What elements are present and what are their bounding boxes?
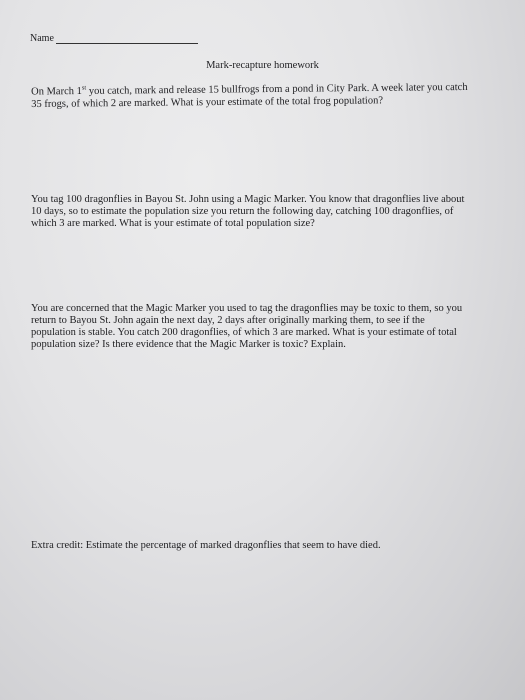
name-blank-line <box>56 34 198 44</box>
name-label: Name <box>30 33 54 44</box>
question-1-text-end: you catch, mark and release 15 bullfrogs from a pond in City Park. A week later you catch 35 frogs, of which 2 are marked. What is your estimate of the total frog population? <box>31 81 468 110</box>
worksheet-title: Mark-recapture homework <box>206 60 319 71</box>
name-field <box>30 33 198 44</box>
question-3: You are concerned that the Magic Marker you used to tag the dragonflies may be toxic to them, so you return to Bayou St. John again the next day, 2 days after originally marking them, to see if the population is stable. You catch 200 dragonflies, of which 3 are marked. What is your estimate of total population size? Is there evidence that the Magic Marker is toxic? Explain. <box>31 303 463 350</box>
question-1 <box>31 78 471 110</box>
question-1-text-start: On March 1 <box>31 85 82 98</box>
question-2: You tag 100 dragonflies in Bayou St. John using a Magic Marker. You know that dragonflies live about 10 days, so to estimate the population size you return the following day, catching 100 dragonflies, of which 3 are marked. What is your estimate of total population size? <box>31 194 465 229</box>
question-1-ordinal-suffix: st <box>81 84 87 92</box>
extra-credit-question: Extra credit: Estimate the percentage of marked dragonflies that seem to have died. <box>31 540 381 551</box>
